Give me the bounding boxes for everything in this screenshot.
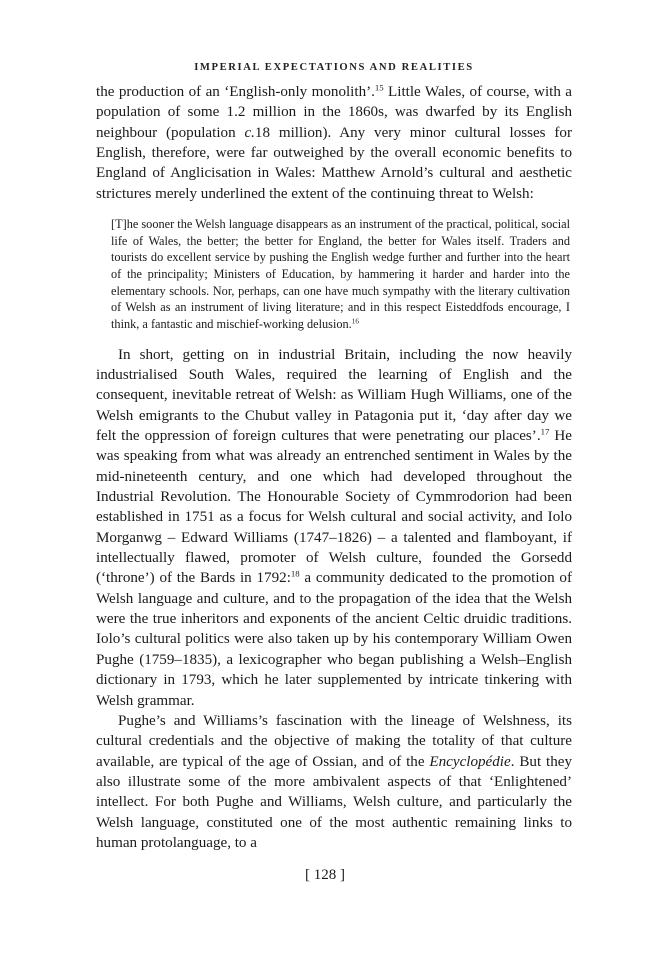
paragraph-3 [96,711,572,853]
paragraph-3-text-c: . But they also illustrate some of the more ambivalent aspects of that ‘Enlightened’ intellect. For both Pughe and Williams, Welsh culture, and particularly the Welsh language, constituted one of the most authentic remaining links to human protolanguage, to a [96,753,572,851]
paragraph-2-text-b: He was speaking from what was already an entrenched sentiment in Wales by the mid-nineteenth century, and one which had developed throughout the Industrial Revolution. The Honourable Society of Cymmrodorion had been established in 1751 as a focus for Welsh cultural and social activity, and Iolo Morganwg – Edward Williams (1747–1826) – a talented and flamboyant, if intellectually flawed, promoter of Welsh culture, founded the Gorsedd (‘throne’) of the Bards in 1792: [96,428,572,587]
paragraph-1-text-b: Little Wales, of course, with a population of some 1.2 million in the 1860s, was dwarfed by its English neighbour (population [96,84,572,141]
paragraph-1 [96,82,572,204]
footnote-ref-17[interactable]: 17 [540,426,550,437]
block-quote-text: [T]he sooner the Welsh language disappears as an instrument of the practical, political, social life of Wales, the better; the better for England, the better for Wales itself. Traders and tourists do excellent service by pushing the English wedge further and further into the heart of the principality; Ministers of Education, by hammering it harder and harder into the elementary schools. Nor, perhaps, can one have much sympathy with the literary cultivation of Welsh as an instrument of living literature; and in this respect Eisteddfods encourage, I think, a fantastic and mischief-working delusion. [111,217,570,331]
footnote-ref-18[interactable]: 18 [290,569,300,580]
running-head: IMPERIAL EXPECTATIONS AND REALITIES [194,62,474,73]
paragraph-2-text-a: In short, getting on in industrial Britain, including the now heavily industrialised South Wales, required the learning of English and the consequent, inevitable retreat of Welsh: as William Hugh Williams, one of the Welsh emigrants to the Chubut valley in Patagonia put it, ‘day after day we felt the oppression of foreign cultures that were penetrating our places’. [96,346,572,445]
paragraph-2-text-c: a community dedicated to the promotion of Welsh language and culture, and to the propagation of the idea that the Welsh were the true inheritors and exponents of the ancient Celtic druidic traditions. Iolo’s cultural politics were also taken up by his contemporary William Owen Pughe (1759–1835), a lexicographer who began publishing a Welsh–English dictionary in 1793, which he later supplemented by intricate tinkering with Welsh grammar. [96,570,572,709]
page-body [96,62,572,853]
footnote-ref-16[interactable]: 16 [351,317,359,326]
circa-abbrev: c. [244,124,255,141]
footnote-ref-15[interactable]: 15 [374,82,384,93]
encyclopedie-title: Encyclopédie [429,753,511,770]
paragraph-1-text-d: 18 million). Any very minor cultural losses for English, therefore, were far outweighed by the overall economic benefits to England of Anglicisation in Wales: Matthew Arnold’s cultural and aesthetic strictures merely underlined the extent of the continuing threat to Welsh: [96,124,572,202]
paragraph-2 [96,345,572,711]
paragraph-3-text-a: Pughe’s and Williams’s fascination with the lineage of Welshness, its cultural credentials and the objective of making the totality of that culture available, are typical of the age of Ossian, and of the [96,712,572,770]
paragraph-1-text-a: the production of an ‘English-only monolith’. [96,84,375,100]
block-quote [111,216,570,333]
page-number: [ 128 ] [305,867,345,883]
